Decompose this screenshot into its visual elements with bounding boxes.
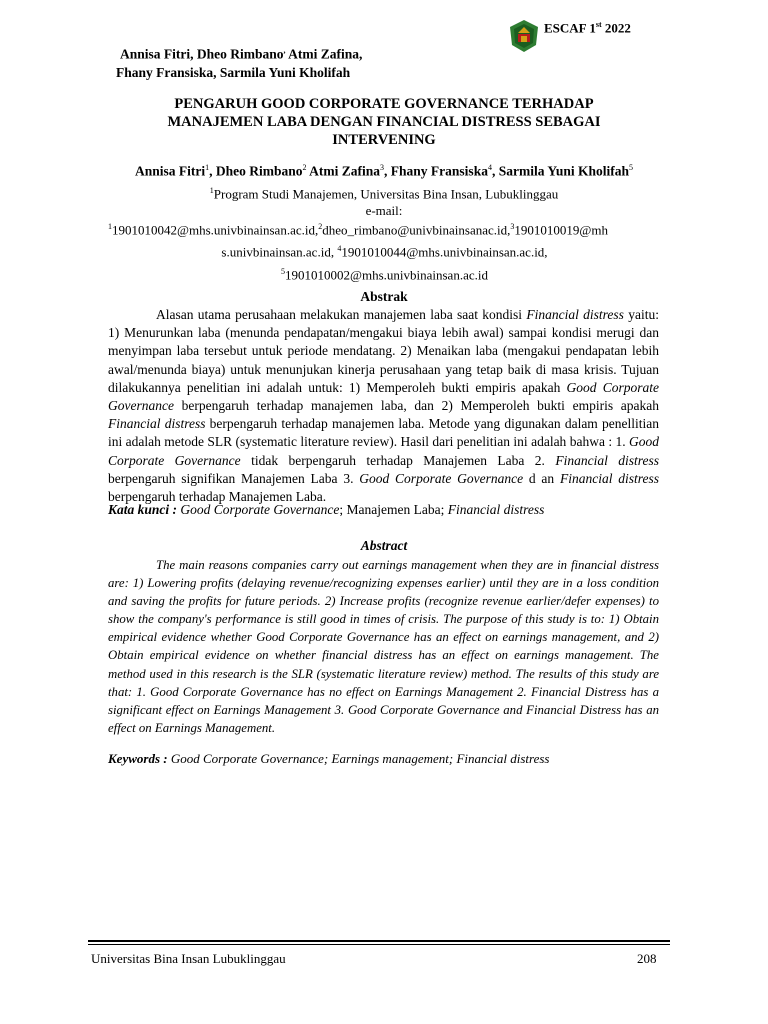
kata-kunci: Kata kunci : Good Corporate Governance; Manajemen Laba; Financial distress (108, 502, 545, 517)
author-list: Annisa Fitri$^1$, Dheo Rimbano$^2$ Atmi Zafina$^3$, Fhany Fransiska$^4$, Sarmila Yuni Kholifah$^5$ (135, 163, 633, 179)
email-list: $^1$1901010042@mhs.univbinainsan.ac.id,$^2$dheo_rimbano@univbinainsanac.id,$^3$1901010019@mh s.univbinainsan.ac.id, $^4$1901010044@mhs.univbinainsan.ac.id, $^5$1901010002@mhs.univbinainsan.ac.id (108, 222, 608, 282)
abstrak-heading: Abstrak (360, 289, 408, 304)
footer-rule (88, 940, 670, 942)
conference-label: ESCAF 1st 2022 (544, 20, 631, 36)
affiliation: $^1$Program Studi Manajemen, Universitas Bina Insan, Lubuklinggau e-mail: (209, 186, 559, 219)
page-number: 208 (637, 951, 657, 966)
footer-institution: Universitas Bina Insan Lubuklinggau (91, 951, 286, 966)
paper-title: PENGARUH GOOD CORPORATE GOVERNANCE TERHADAP MANAJEMEN LABA DENGAN FINANCIAL DISTRESS SEBAGAI INTERVENING (167, 96, 601, 148)
footer-rule-thin (88, 944, 670, 945)
abstrak-body: Alasan utama perusahaan melakukan manajemen laba saat kondisi Financial distress yaitu: 1) Menurunkan laba (menunda pendapatan/mengakui biaya lebih awal) sampai kondisi merugi dan menyimpan laba tersebut untuk periode mendatang. 2) Menaikan laba (mengakui pendapatan lebih awal/menunda biaya) untuk menunjukan kinerja perusahaan yang tetap baik di masa krisis. Tujuan dilakukannya penelitian ini adalah untuk: 1) Memperoleh bukti empiris apakah Good Corporate Governance berpengaruh terhadap manajemen laba, dan 2) Memperoleh bukti empiris apakah Financial distress berpengaruh terhadap manajemen laba. Metode yang digunakan dalam penellitian ini adalah metode SLR (systematic literature review). Hasil dari penelitian ini adalah bahwa : 1. Good Corporate Governance tidak berpengaruh terhadap Manajemen Laba 2. Financial distress berpengaruh signifikan Manajemen Laba 3. Good Corporate Governance d an Financial distress berpengaruh terhadap Manajemen Laba. (108, 307, 660, 505)
abstract-body: The main reasons companies carry out earnings management when they are in financial distress are: 1) Lowering profits (delaying revenue/recognizing expenses earlier) until they are in a loss condition and saving the profits for future periods. 2) Increase profits (recognize revenue earlier/defer expenses) to show the company's performance is still good in times of crisis. The purpose of this study is to: 1) Obtain empirical evidence whether Good Corporate Governance has an effect on earnings management, and 2) Obtain empirical evidence on whether financial distress has an effect on earnings management. The method used in this research is the SLR (systematic literature review) method. The results of this study are that: 1. Good Corporate Governance has no effect on Earnings Management 2. Financial Distress has a significant effect on Earnings Management 3. Good Corporate Governance and Financial Distress has an effect on Earnings Management. (108, 558, 659, 735)
keywords: Keywords : Good Corporate Governance; Earnings management; Financial distress (108, 751, 550, 766)
running-header-authors: Annisa Fitri, Dheo Rimbano, Atmi Zafina, Fhany Fransiska, Sarmila Yuni Kholifah (116, 46, 363, 80)
university-logo-icon (509, 19, 539, 53)
abstract-heading: Abstract (360, 538, 408, 553)
